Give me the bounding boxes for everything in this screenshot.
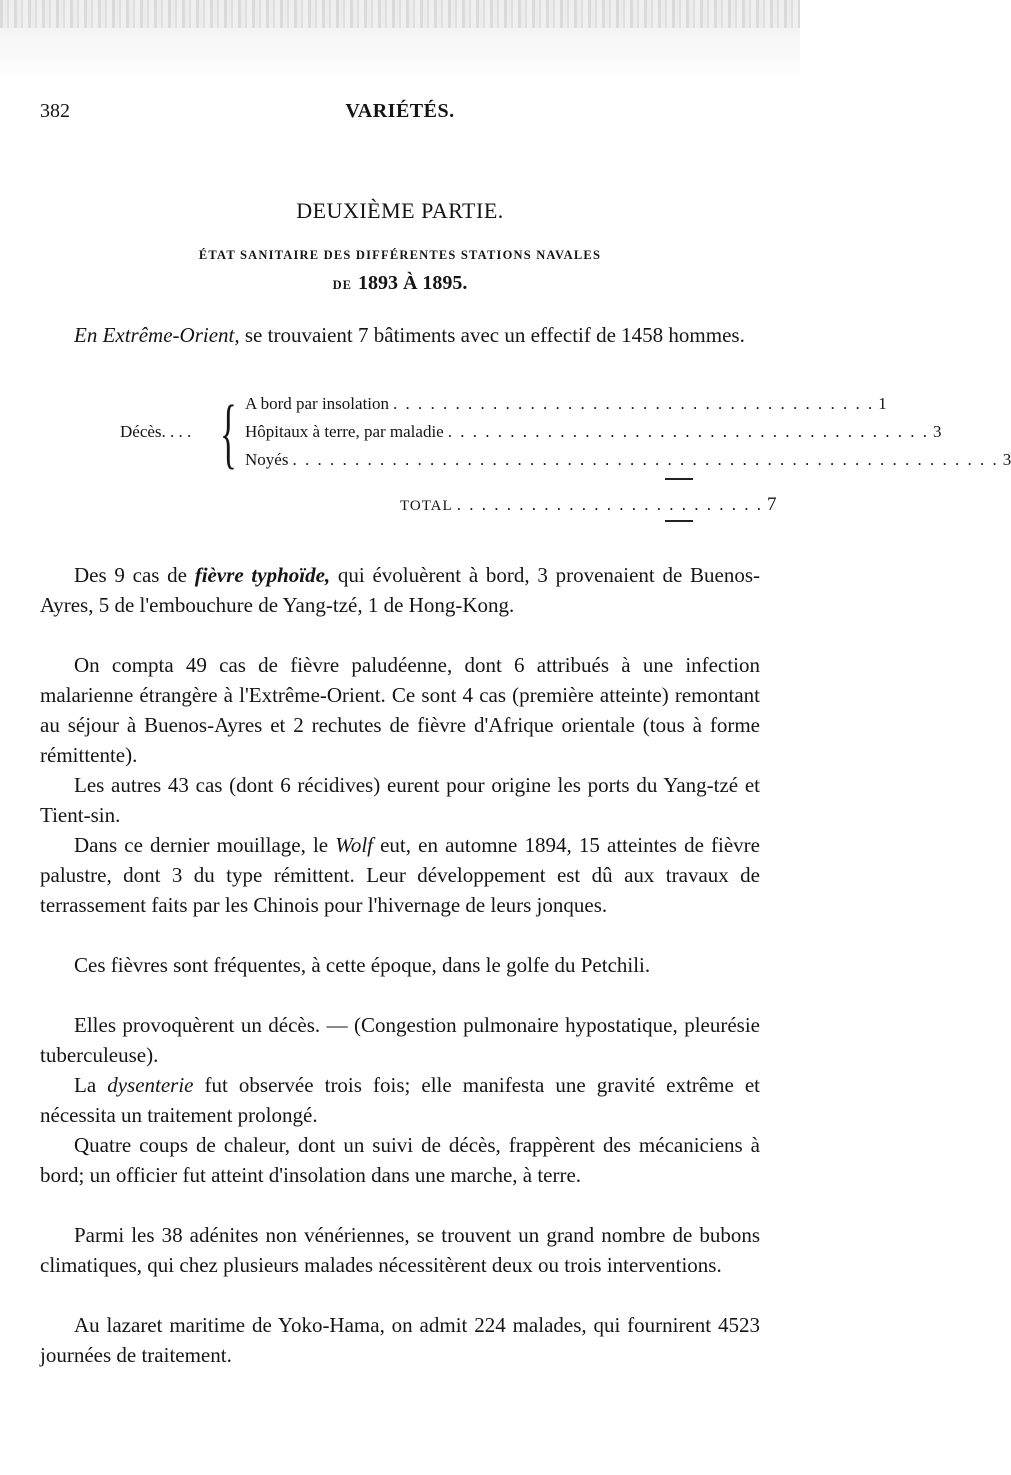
ship-name: Wolf (335, 833, 373, 857)
total-value: 7 (766, 494, 777, 515)
paragraph-4-text: Les autres 43 cas (dont 6 récidives) eurent pour origine les ports du Yang-tzé et Tient-sin. (40, 773, 760, 827)
leader-dots: . . . . . . . . . . . . . . . . . . . . . . . . . . . . . . . . . . . . . . . . . . . . . . . . . . . . . . . . . (292, 450, 999, 469)
paragraph-2-italic: fièvre typhoïde, (194, 563, 331, 587)
paragraph-3-text: On compta 49 cas de fièvre paludéenne, dont 6 attribués à une infection malarienne étrangère à l'Extrême-Orient. Ce sont 4 cas (première atteinte) remontant au séjour à Buenos-Ayres et 2 rechutes de fièvre d'Afrique orientale (tous à forme rémittente). (40, 653, 760, 767)
total-label: TOTAL (400, 498, 453, 514)
paragraph-8-italic: dysenterie (107, 1073, 194, 1097)
paragraph-6 (40, 950, 760, 980)
paragraph-2-text: qui évoluèrent à bord, 3 provenaient de Buenos-Ayres, 5 de l'embouchure de Yang-tzé, 1 de Hong-Kong. (40, 563, 760, 617)
paragraph-9-text: Quatre coups de chaleur, dont un suivi de décès, frappèrent des mécaniciens à bord; un officier fut atteint d'insolation dans une marche, à terre. (40, 1133, 760, 1187)
paragraph-1-text: se trouvaient 7 bâtiments avec un effectif de 1458 hommes. (239, 323, 745, 347)
paragraph-11-text: Au lazaret maritime de Yoko-Hama, on admit 224 malades, qui fournirent 4523 journées de traitement. (40, 1313, 760, 1367)
paragraph-5-text: eut, en automne 1894, 15 atteintes de fièvre palustre, dont 3 du type rémittent. Leur développement est dû aux travaux de terrassement faits par les Chinois pour l'hivernage de leurs jonques. (40, 833, 760, 917)
running-head (40, 100, 760, 130)
subtitle-years: 1893 À 1895. (357, 272, 468, 294)
paragraph-8-text-start: La (74, 1073, 108, 1097)
paragraph-4 (40, 770, 760, 830)
deaths-row-cause: Noyés (245, 450, 289, 469)
paragraph-3 (40, 650, 760, 770)
deaths-row (245, 450, 1011, 478)
part-title: DEUXIÈME PARTIE. (296, 198, 504, 223)
paragraph-7-text: Elles provoquèrent un décès. — (Congestion pulmonaire hypostatique, pleurésie tuberculeuse). (40, 1013, 760, 1067)
total-underline (665, 520, 693, 522)
paragraph-8 (40, 1070, 760, 1130)
paragraph-10-text: Parmi les 38 adénites non vénériennes, se trouvent un grand nombre de bubons climatiques, qui chez plusieurs malades nécessitèrent deux ou trois interventions. (40, 1223, 760, 1277)
running-title: VARIÉTÉS. (345, 100, 455, 122)
paragraph-2-text-start: Des 9 cas de (74, 563, 195, 587)
deaths-row-cause: A bord par insolation (245, 394, 390, 413)
deaths-table (120, 389, 1011, 478)
deaths-row-count: 3 (932, 422, 942, 441)
deaths-row (245, 394, 887, 422)
section-subtitle-years (0, 272, 800, 295)
paragraph-5-text-start: Dans ce dernier mouillage, le (74, 833, 336, 857)
deaths-total-row (400, 494, 777, 524)
page-number: 382 (40, 100, 70, 122)
deaths-label: Décès. . . . (120, 422, 192, 441)
paragraph-11 (40, 1310, 760, 1370)
paragraph-1 (40, 320, 760, 350)
leader-dots: . . . . . . . . . . . . . . . . . . . . . . . . . . . . . . . . . . . . . . . (393, 394, 875, 413)
deaths-row-cause: Hôpitaux à terre, par maladie (245, 422, 444, 441)
deaths-row-count: 1 (878, 394, 887, 413)
sum-rule (665, 478, 693, 480)
deaths-row-count: 3 (1002, 450, 1011, 469)
paragraph-6-text: Ces fièvres sont fréquentes, à cette époque, dans le golfe du Petchili. (74, 953, 651, 977)
section-subtitle: ÉTAT SANITAIRE DES DIFFÉRENTES STATIONS NAVALES (198, 248, 602, 262)
scanned-page-edge (0, 0, 800, 28)
deaths-row (245, 422, 942, 450)
subtitle-prefix: DE (332, 278, 352, 292)
leader-dots: . . . . . . . . . . . . . . . . . . . . . . . . . . . . . . . . . . . . . . . (447, 422, 929, 441)
paragraph-5 (40, 830, 760, 920)
brace-icon: { (220, 389, 237, 476)
paragraph-8-text: fut observée trois fois; elle manifesta une gravité extrême et nécessita un traitement prolongé. (40, 1073, 760, 1127)
paragraph-1-italic: En Extrême-Orient, (74, 323, 240, 347)
leader-dots: . . . . . . . . . . . . . . . . . . . . . . . . . (456, 495, 763, 514)
paragraph-7 (40, 1010, 760, 1070)
paragraph-2 (40, 560, 760, 620)
paragraph-9 (40, 1130, 760, 1190)
paragraph-10 (40, 1220, 760, 1280)
